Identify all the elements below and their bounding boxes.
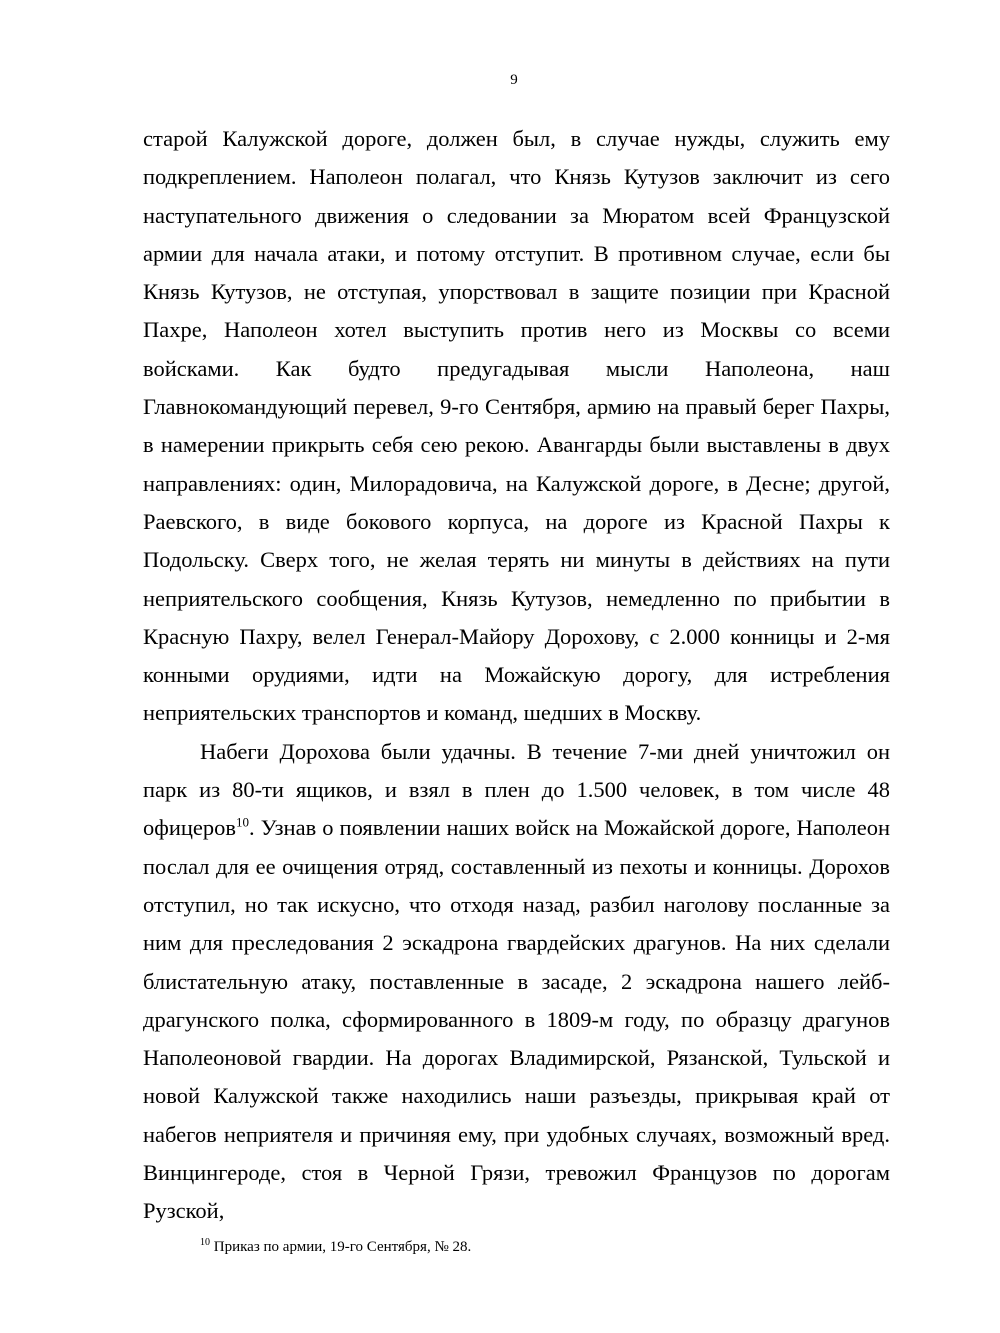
paragraph-text: . Узнав о появлении наших войск на Можайской дороге, Наполеон послал для ее очищения отряд, составленный из пехоты и конницы. Дорохов отступил, но так искусно, что отходя назад, разбил наголову посланные за ним для преследования 2 эскадрона гвардейских драгунов. На них сделали блистательную атаку, поставленные в засаде, 2 эскадрона нашего лейб-драгунского полка, сформированного в 1809-м году, по образцу драгунов Наполеоновой гвардии. На дорогах Владимирской, Рязанской, Тульской и новой Калужской также находились наши разъезды, прикрывая край от набегов неприятеля и причиняя ему, при удобных случаях, возможный вред. Винцингероде, стоя в Черной Грязи, тревожил Французов по дорогам Рузской, <box>143 815 890 1224</box>
paragraph-text: старой Калужской дороге, должен был, в случае нужды, служить ему подкреплением. Наполеон полагал, что Князь Кутузов заключит из сего наступательного движения о следовании за Мюратом всей Французской армии для начала атаки, и потому отступит. В противном случае, если бы Князь Кутузов, не отступая, упорствовал в защите позиции при Красной Пахре, Наполеон хотел выступить против него из Москвы со всеми войсками. Как будто предугадывая мысли Наполеона, наш Главнокомандующий перевел, 9-го Сентября, армию на правый берег Пахры, в намерении прикрыть себя сею рекою. Авангарды были выставлены в двух направлениях: один, Милорадовича, на Калужской дороге, в Десне; другой, Раевского, в виде бокового корпуса, на дороге из Красной Пахры к Подольску. Сверх того, не желая терять ни минуты в действиях на пути неприятельского сообщения, Князь Кутузов, немедленно по прибытии в Красную Пахру, велел Генерал-Майору Дорохову, с 2.000 конницы и 2-мя конными орудиями, идти на Можайскую дорогу, для истребления неприятельских транспортов и команд, шедших в Москву. <box>143 126 890 726</box>
footnote-text: Приказ по армии, 19-го Сентября, № 28. <box>210 1239 472 1255</box>
body-text <box>143 120 890 1231</box>
page-number: 9 <box>510 72 518 88</box>
footnote <box>200 1237 471 1257</box>
paragraph <box>143 733 890 1231</box>
paragraph <box>143 120 890 733</box>
paragraph-text: Набеги Дорохова были удачны. В течение 7-ми дней уничтожил он парк из 80-ти ящиков, и взял в плен до 1.500 человек, в том числе 48 офицеров <box>143 738 890 841</box>
footnote-reference[interactable]: 10 <box>236 814 250 830</box>
footnote-number: 10 <box>200 1237 210 1248</box>
